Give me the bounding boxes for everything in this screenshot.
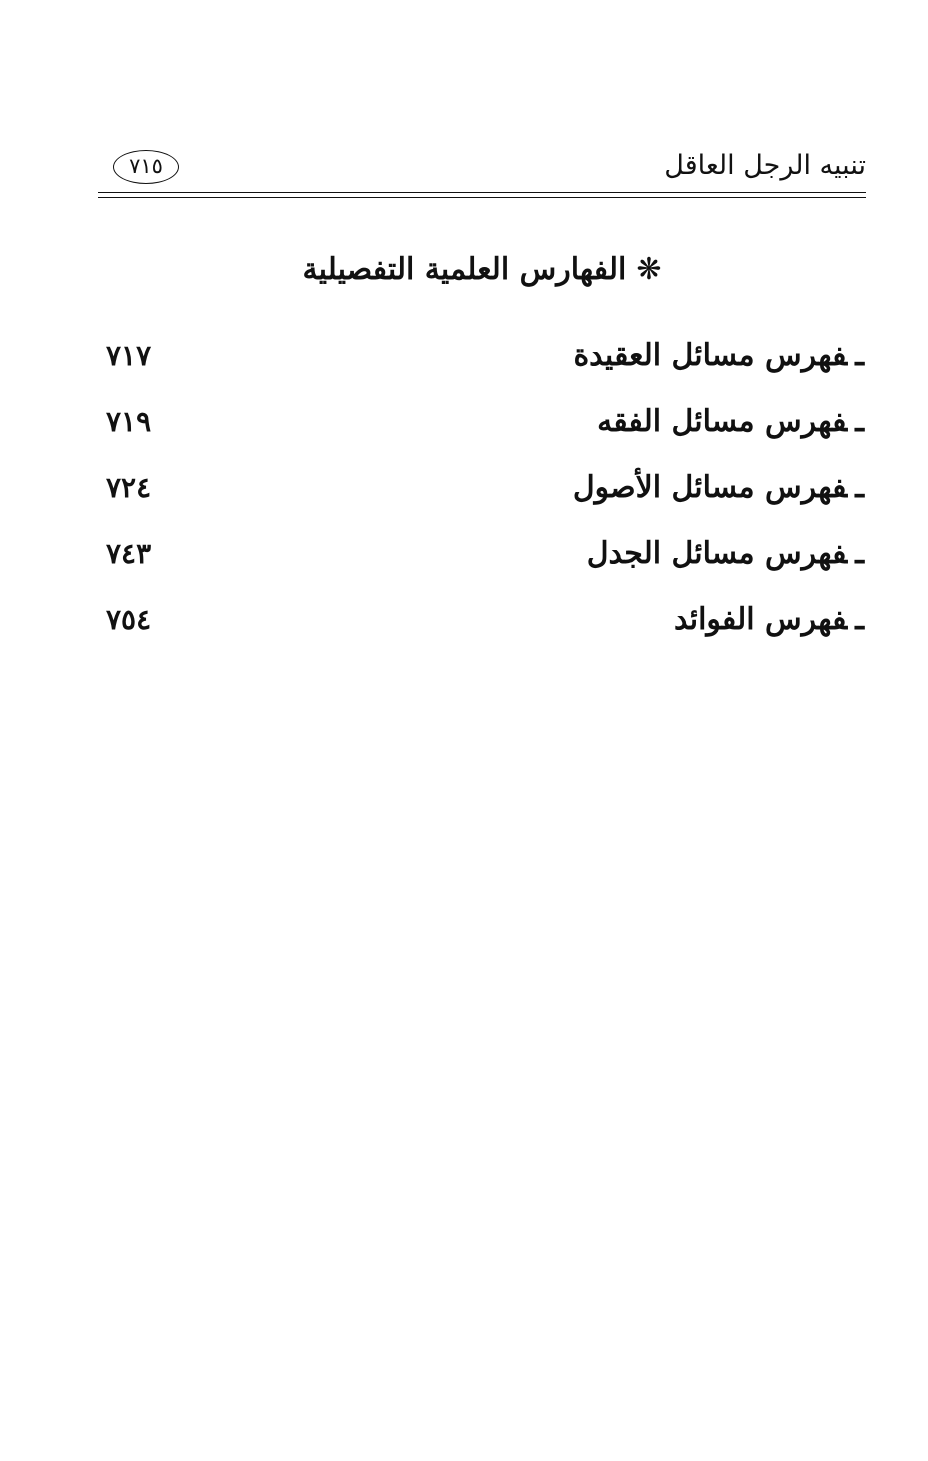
index-entry (98, 533, 864, 599)
index-entry-page: ٧١٧ (106, 339, 152, 372)
index-entry-text (573, 335, 864, 377)
index-entry-page: ٧١٩ (106, 405, 152, 438)
index-list (98, 335, 864, 665)
index-entry-page: ٧٢٤ (106, 471, 152, 504)
book-title: تنبيه الرجل العاقل (664, 150, 866, 181)
index-entry (98, 599, 864, 665)
index-entry-label: فهرس مسائل الأصول (572, 470, 848, 505)
index-entry (98, 401, 864, 467)
entry-dash: ـ (855, 602, 864, 637)
entry-dash: ـ (855, 536, 864, 571)
index-entry-text (587, 533, 864, 575)
index-entry-page: ٧٥٤ (106, 603, 152, 636)
index-entry-text (597, 401, 864, 443)
section-title: الفهارس العلمية التفصيلية (302, 252, 627, 287)
index-entry-text (573, 467, 864, 509)
asterism-icon: ❋ (636, 252, 662, 287)
index-entry-label: فهرس مسائل الفقه (597, 404, 848, 439)
entry-dash: ـ (855, 470, 864, 505)
index-entry (98, 335, 864, 401)
entry-dash: ـ (855, 338, 864, 373)
section-heading (98, 248, 866, 292)
header-rule (98, 192, 866, 198)
index-entry-label: فهرس مسائل العقيدة (573, 338, 848, 373)
running-header (98, 146, 866, 206)
index-entry-page: ٧٤٣ (106, 537, 152, 570)
index-entry-label: فهرس الفوائد (674, 602, 848, 637)
index-entry (98, 467, 864, 533)
page-number: ٧١٥ (113, 150, 179, 184)
index-entry-text (674, 599, 864, 641)
entry-dash: ـ (855, 404, 864, 439)
index-entry-label: فهرس مسائل الجدل (586, 536, 848, 571)
